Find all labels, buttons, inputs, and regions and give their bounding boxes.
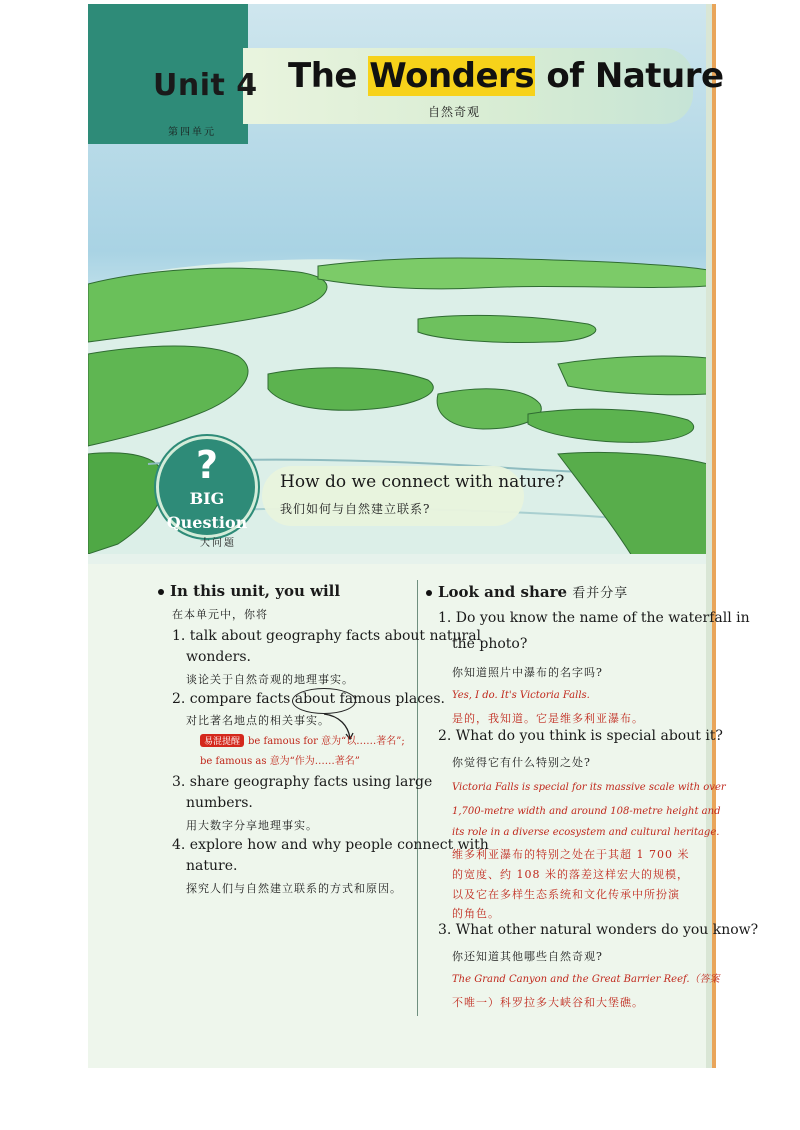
title-highlight: Wonders — [369, 56, 535, 96]
usage-note-line2: be famous as 意为“作为……著名” — [200, 756, 360, 767]
big-question-cn-label: 大问题 — [200, 538, 236, 549]
q3-cn: 你还知道其他哪些自然奇观? — [452, 950, 603, 963]
q2-answer-cn-1: 维多利亚瀑布的特别之处在于其超 1 700 米 — [452, 848, 690, 861]
q2-answer-cn-4: 的角色。 — [452, 907, 500, 920]
q2-answer-1: Victoria Falls is special for its massive scale with over — [452, 782, 726, 793]
textbook-page — [88, 4, 708, 1068]
bullet-icon — [158, 589, 164, 595]
left-heading — [158, 582, 340, 600]
big-question-text: How do we connect with nature? — [280, 472, 565, 492]
q1-line1: 1. Do you know the name of the waterfall in — [438, 610, 750, 626]
page-title — [288, 56, 724, 96]
goal-3-cn: 用大数字分享地理事实。 — [186, 819, 318, 832]
q3-answer-2: 不唯一）科罗拉多大峡谷和大堡礁。 — [452, 996, 644, 1009]
page-title-cn: 自然奇观 — [428, 105, 481, 119]
page-edge-tab — [712, 4, 716, 1068]
q2-line1: 2. What do you think is special about it? — [438, 728, 723, 744]
q1-cn: 你知道照片中瀑布的名字吗? — [452, 666, 603, 679]
q1-line2: the photo? — [452, 636, 528, 652]
unit-number: Unit 4 — [153, 68, 258, 103]
big-label: BIG — [189, 489, 225, 508]
question-mark-icon: ? — [195, 443, 219, 487]
right-heading-text: Look and share — [438, 583, 568, 601]
title-part: of Nature — [535, 56, 724, 96]
q3-answer-1: The Grand Canyon and the Great Barrier Reef.（答案 — [452, 974, 720, 985]
q2-answer-2: 1,700-metre width and around 108-metre height and — [452, 806, 721, 817]
column-divider — [417, 580, 418, 1016]
q2-answer-cn-3: 以及它在多样生态系统和文化传承中所扮演 — [452, 888, 680, 901]
q2-cn: 你觉得它有什么特别之处? — [452, 756, 591, 769]
goal-1-line1: 1. talk about geography facts about natural — [172, 628, 482, 644]
usage-note-text1: be famous for 意为“以……著名”; — [248, 736, 405, 747]
q1-answer-cn: 是的，我知道。它是维多利亚瀑布。 — [452, 712, 644, 725]
title-part: The — [288, 56, 369, 96]
question-label: Question — [166, 513, 248, 532]
goal-2-cn: 对比著名地点的相关事实。 — [186, 714, 330, 727]
goal-1-cn: 谈论关于自然奇观的地理事实。 — [186, 673, 354, 686]
goal-1-line2: wonders. — [186, 649, 252, 665]
big-question-text-cn: 我们如何与自然建立联系? — [280, 502, 431, 516]
goal-2-line1: 2. compare facts about famous places. — [172, 691, 445, 707]
q1-answer: Yes, I do. It's Victoria Falls. — [452, 690, 590, 701]
famous-circle-mark — [292, 688, 356, 714]
left-heading-cn: 在本单元中，你将 — [172, 608, 268, 621]
usage-note-line1 — [200, 732, 405, 747]
goal-3-line2: numbers. — [186, 795, 253, 811]
q3-line1: 3. What other natural wonders do you know? — [438, 922, 759, 938]
q2-answer-cn-2: 的宽度、约 108 米的落差这样宏大的规模， — [452, 868, 689, 881]
right-heading-cn: 看并分享 — [572, 586, 629, 601]
big-question-badge — [156, 436, 258, 538]
usage-note-tag: 易混提醒 — [200, 734, 244, 747]
q2-answer-3: its role in a diverse ecosystem and cultural heritage. — [452, 827, 720, 838]
left-heading-text: In this unit, you will — [170, 582, 341, 600]
goal-3-line1: 3. share geography facts using large — [172, 774, 433, 790]
goal-4-line2: nature. — [186, 858, 238, 874]
goal-4-cn: 探究人们与自然建立联系的方式和原因。 — [186, 882, 402, 895]
right-heading — [426, 582, 628, 601]
unit-number-cn: 第四单元 — [168, 127, 216, 138]
bullet-icon — [426, 590, 432, 596]
goal-4-line1: 4. explore how and why people connect with — [172, 837, 489, 853]
